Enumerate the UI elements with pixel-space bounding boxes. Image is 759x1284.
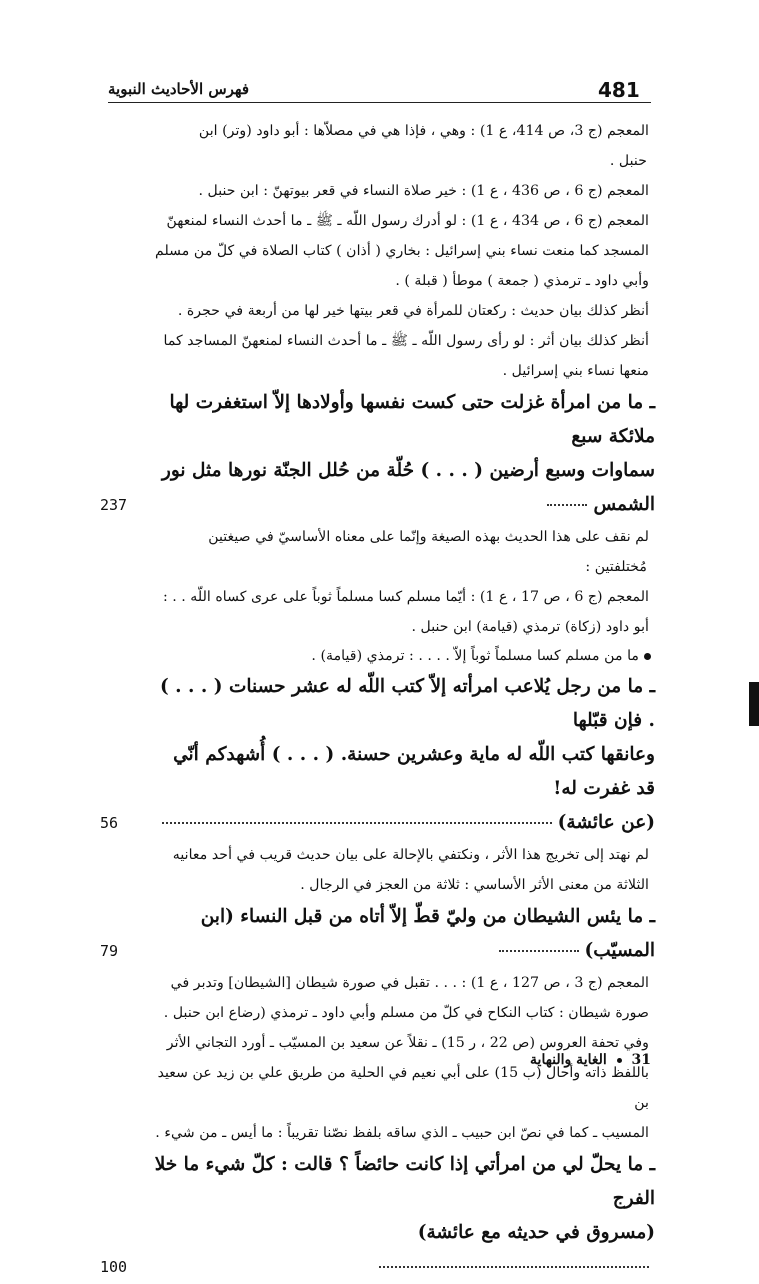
footer-page-number: 31 xyxy=(631,1052,651,1068)
reference-line: أنظر كذلك بيان حديث : ركعتان للمرأة في قعر بيتها خير لها من أربعة في حجرة . xyxy=(177,303,649,319)
reference-line: المعجم (ج 6 ، ص 17 ، ع 1) : أيّما مسلم كسا مسلماً ثوباً على عرى كساه اللّه . . : xyxy=(162,589,649,605)
reference-line: المعجم (ج 6 ، ص 436 ، ع 1) : خير صلاة النساء في قعر بيوتهنّ : ابن حنبل . xyxy=(198,183,649,199)
leader-dots xyxy=(379,1266,649,1268)
leader-dots xyxy=(162,822,552,824)
entry-page-ref: 56 xyxy=(100,814,119,832)
leader-dots xyxy=(499,950,579,952)
page-footer xyxy=(530,1052,651,1068)
hadith-source: (عن عائشة) xyxy=(557,812,655,833)
hadith-text: سماوات وسبع أرضين ( . . . ) حُلّة من حُلل الجنّة نورها مثل نور الشمس xyxy=(161,460,655,515)
reference-line: باللفظ ذاته وأحال (ب 15) على أبي نعيم في الحلية من طريق علي بن زيد عن سعيد بن xyxy=(157,1065,649,1111)
reference-line: المسجد كما منعت نساء بني إسرائيل : بخاري ( أذان ) كتاب الصلاة في كلّ من مسلم xyxy=(155,243,649,259)
reference-line: أبو داود (زكاة) ترمذي (قيامة) ابن حنبل . xyxy=(411,619,649,635)
running-header: فهرس الأحاديث النبوية xyxy=(108,80,250,98)
reference-line: لم نهتد إلى تخريج هذا الأثر ، ونكتفي بالإحالة على بيان حديث قريب في أحد معانيه xyxy=(172,847,649,863)
reference-line: وأبي داود ـ ترمذي ( جمعة ) موطأ ( قبلة ) . xyxy=(395,273,649,289)
hadith-entry xyxy=(150,738,655,806)
reference-line: المعجم (ج 6 ، ص 434 ، ع 1) : لو أدرك رسول اللّه ـ ﷺ ـ ما أحدث النساء لمنعهنّ xyxy=(166,213,649,229)
page-body xyxy=(0,116,759,1284)
hadith-text: ـ ما يئس الشيطان من وليّ قطّ إلاّ أتاه من قبل النساء (ابن المسيّب) xyxy=(200,906,655,961)
margin-mark xyxy=(749,682,759,726)
reference-line: حنبل . xyxy=(609,153,647,169)
reference-line: منعها نساء بني إسرائيل . xyxy=(502,363,649,379)
reference-line: وفي تحفة العروس (ص 22 ، ر 15) ـ نقلاً عن سعيد بن المسيّب ـ أورد التجاني الأثر xyxy=(166,1035,649,1051)
reference-line: الثلاثة من معنى الأثر الأساسي : ثلاثة من العجز في الرجال . xyxy=(300,877,649,893)
reference-line: صورة شيطان : كتاب النكاح في كلّ من مسلم وأبي داود ـ ترمذي (رضاع ابن حنبل . xyxy=(163,1005,649,1021)
footer-book-title: الغاية والنهاية xyxy=(530,1052,607,1068)
entry-page-ref: 237 xyxy=(100,496,128,514)
reference-line: المعجم (ج 3 ، ص 127 ، ع 1) : . . . تقبل في صورة شيطان [الشيطان] وتدبر في xyxy=(170,975,649,991)
bullet-line xyxy=(150,642,651,670)
hadith-text: ـ ما من رجل يُلاعب امرأته إلاّ كتب اللّه له عشر حسنات ( . . . ) . فإن قبّلها xyxy=(159,676,655,731)
entry-page-ref: 100 xyxy=(100,1258,128,1276)
page-number: 481 xyxy=(598,78,640,102)
leader-dots xyxy=(547,504,587,506)
bullet-text: ما من مسلم كسا مسلماً ثوباً إلاّ . . . . : ترمذي (قيامة) . xyxy=(311,648,639,664)
hadith-entry xyxy=(150,1148,655,1216)
hadith-entry xyxy=(100,900,655,968)
reference-line: مُختلفتين : xyxy=(585,559,647,575)
hadith-text: ـ ما من امرأة غزلت حتى كست نفسها وأولادها إلاّ استغفرت لها ملائكة سبع xyxy=(169,392,655,447)
hadith-entry xyxy=(150,386,655,454)
reference-line: لم نقف على هذا الحديث بهذه الصيغة وإنّما على معناه الأساسيّ في صيغتين xyxy=(208,529,649,545)
hadith-text: ـ ما يحلّ لي من امرأتي إذا كانت حائضاً ؟ قالت : كلّ شيء ما خلا الفرج xyxy=(154,1154,655,1209)
hadith-entry xyxy=(150,670,655,738)
footer-separator xyxy=(617,1058,622,1063)
reference-line: المعجم (ج 3، ص 414، ع 1) : وهي ، فإذا هي في مصلاّها : أبو داود (وتر) ابن xyxy=(198,123,649,139)
hadith-entry xyxy=(100,454,655,522)
hadith-source: (مسروق في حديثه مع عائشة) xyxy=(417,1222,655,1243)
hadith-entry xyxy=(100,1216,655,1284)
header-rule xyxy=(108,102,651,103)
reference-line: المسيب ـ كما في نصّ ابن حبيب ـ الذي ساقه بلفظ نصّنا تقريباً : ما أيس ـ من شيء . xyxy=(155,1125,649,1141)
bullet-dot xyxy=(644,653,651,660)
reference-line: أنظر كذلك بيان أثر : لو رأى رسول اللّه ـ ﷺ ـ ما أحدث النساء لمنعهنّ المساجد كما xyxy=(163,333,649,349)
hadith-text: وعانقها كتب اللّه له ماية وعشرين حسنة. ( . . . ) أُشهدكم أنّي قد غفرت له! xyxy=(173,744,655,799)
entry-page-ref: 79 xyxy=(100,942,119,960)
hadith-entry xyxy=(100,806,655,840)
